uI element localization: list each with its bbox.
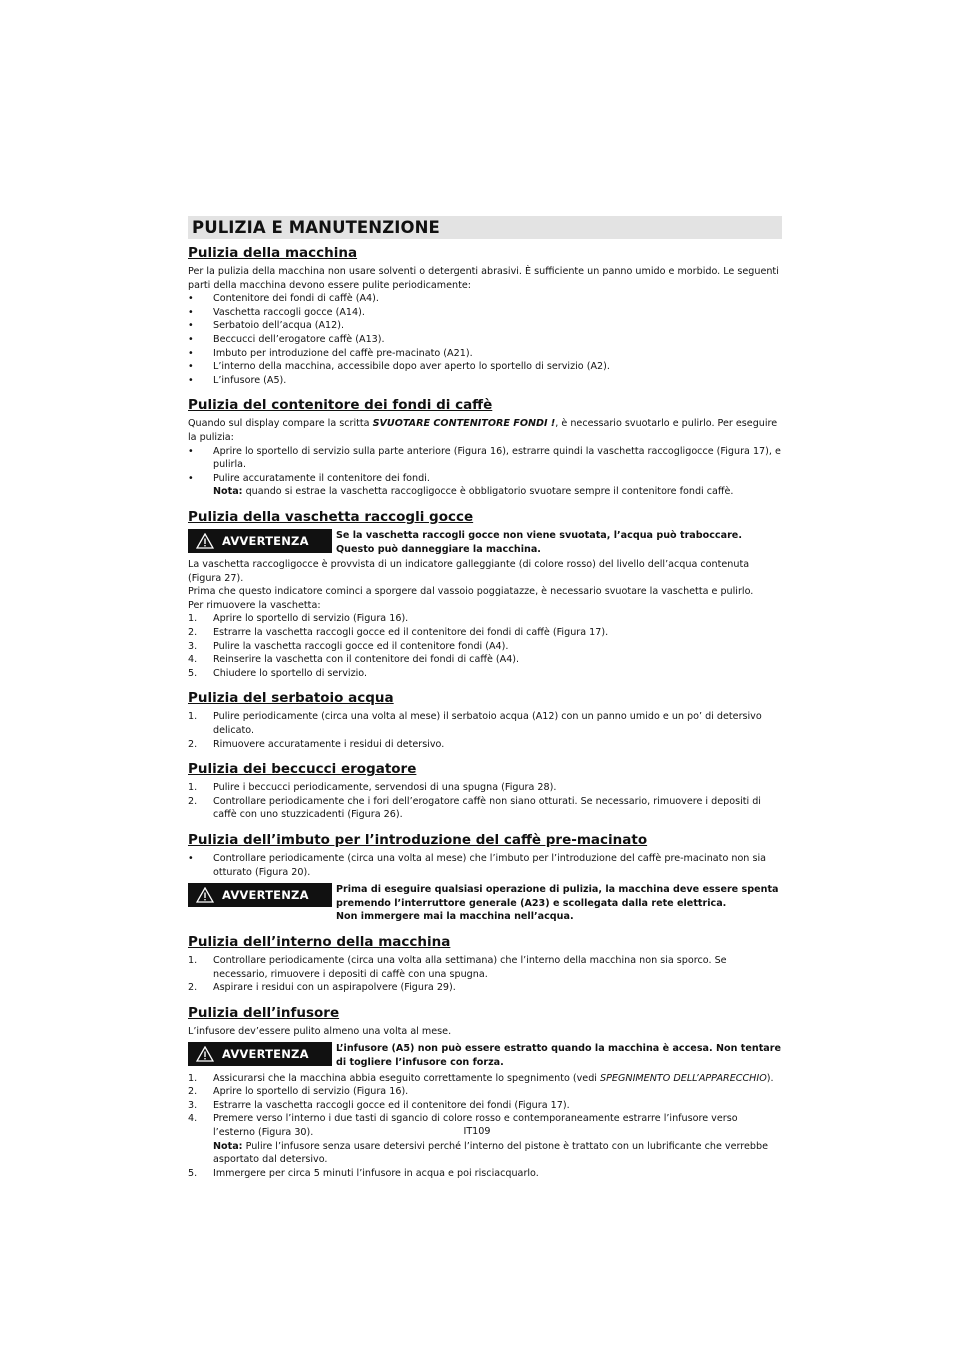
page-title: PULIZIA E MANUTENZIONE	[188, 216, 782, 239]
bullet-list	[188, 852, 782, 879]
warning-box	[188, 529, 782, 556]
list-item: 1. Pulire periodicamente (circa una volta al mese) il serbatoio acqua (A12) con un panno umido e un po’ di detersivo delicato.	[188, 711, 762, 737]
list-item: • Imbuto per introduzione del caffè pre-macinato (A21).	[188, 347, 473, 359]
note: Nota: quando si estrae la vaschetta raccogligocce è obbligatorio svuotare sempre il contenitore fondi caffè.	[213, 486, 734, 498]
list-item: 1. Pulire i beccucci periodicamente, servendosi di una spugna (Figura 28).	[188, 782, 557, 794]
warning-label: AVVERTENZA	[188, 529, 332, 553]
warning-text: Prima di eseguire qualsiasi operazione di pulizia, la macchina deve essere spenta premendo l’interruttore generale (A23) e scollegata dalla rete elettrica. Non immergere mai la macchina nell’acqua.	[336, 884, 779, 923]
list-item: 4. Premere verso l’interno i due tasti di sgancio di colore rosso e contemporaneamente estrarre l’infusore verso l’esterno (Figura 30). Nota: Pulire l’infusore senza usare detersivi perché l’interno del pistone è trattato con un lubrificante che verrebbe asportato dal detersivo.	[188, 1112, 782, 1166]
paragraph: Quando sul display compare la scritta SVUOTARE CONTENITORE FONDI !, è necessario svuotarlo e pulirlo. Per eseguire la pulizia:	[188, 418, 778, 443]
warning-triangle-icon	[188, 533, 222, 549]
list-item: • Aprire lo sportello di servizio sulla parte anteriore (Figura 16), estrarre quindi la vaschetta raccogligocce (Figura 17), e pulirla.	[188, 445, 781, 471]
bullet-list	[188, 292, 782, 387]
list-item: 3. Estrarre la vaschetta raccogli gocce ed il contenitore dei fondi (Figura 17).	[188, 1099, 570, 1111]
paragraph: Per rimuovere la vaschetta:	[188, 599, 321, 611]
numbered-list	[188, 954, 782, 995]
numbered-list	[188, 612, 782, 680]
list-item: 2. Controllare periodicamente che i fori dell’erogatore caffè non siano otturati. Se necessario, rimuovere i depositi di caffè con uno stuzzicadenti (Figura 26).	[188, 795, 761, 821]
list-item: 2. Rimuovere accuratamente i residui di detersivo.	[188, 738, 445, 750]
warning-box	[188, 1042, 782, 1069]
section-heading: Pulizia della macchina	[188, 245, 358, 261]
list-item: • Vaschetta raccogli gocce (A14).	[188, 306, 365, 318]
section-vaschetta	[188, 509, 782, 681]
section-heading: Pulizia del serbatoio acqua	[188, 690, 394, 707]
section-heading: Pulizia dell’infusore	[188, 1004, 340, 1021]
list-item: • Serbatoio dell’acqua (A12).	[188, 320, 345, 332]
list-item: 1. Controllare periodicamente (circa una volta alla settimana) che l’interno della macchina non sia sporco. Se necessario, rimuovere i depositi di caffè con una spugna.	[188, 954, 727, 980]
section-serbatoio	[188, 690, 782, 751]
list-item: • L’interno della macchina, accessibile dopo aver aperto lo sportello di servizio (A2).	[188, 361, 610, 373]
warning-label: AVVERTENZA	[188, 1042, 332, 1066]
paragraph: La vaschetta raccogligocce è provvista di un indicatore galleggiante (di colore rosso) del livello dell’acqua contenuta (Figura 27).	[188, 559, 750, 584]
warning-triangle-icon	[188, 887, 222, 903]
list-item: • Beccucci dell’erogatore caffè (A13).	[188, 333, 385, 345]
page-number: IT109	[463, 1126, 491, 1137]
section-heading: Pulizia dei beccucci erogatore	[188, 761, 417, 778]
note: Nota: Pulire l’infusore senza usare detersivi perché l’interno del pistone è trattato con un lubrificante che verrebbe asportato dal detersivo.	[213, 1140, 768, 1166]
warning-box	[188, 883, 782, 924]
list-item: 2. Estrarre la vaschetta raccogli gocce ed il contenitore dei fondi di caffè (Figura 17).	[188, 627, 609, 639]
page-content	[188, 216, 782, 1180]
numbered-list	[188, 710, 782, 751]
list-item: 4. Reinserire la vaschetta con il contenitore dei fondi di caffè (A4).	[188, 654, 520, 666]
warning-text: Se la vaschetta raccogli gocce non viene svuotata, l’acqua può traboccare. Questo può danneggiare la macchina.	[336, 529, 742, 555]
list-item: 5. Chiudere lo sportello di servizio.	[188, 667, 368, 679]
section-pulizia-macchina	[188, 245, 782, 387]
section-contenitore-fondi	[188, 397, 782, 499]
warning-label: AVVERTENZA	[188, 883, 332, 907]
section-heading: Pulizia del contenitore dei fondi di caffè	[188, 397, 493, 414]
list-item: 3. Pulire la vaschetta raccogli gocce ed il contenitore fondi (A4).	[188, 640, 509, 652]
bullet-list	[188, 445, 782, 499]
paragraph: Per la pulizia della macchina non usare solventi o detergenti abrasivi. È sufficiente un panno umido e morbido. Le seguenti parti della macchina devono essere pulite periodicamente:	[188, 266, 779, 291]
list-item: • L’infusore (A5).	[188, 374, 287, 386]
numbered-list	[188, 781, 782, 822]
list-item: 5. Immergere per circa 5 minuti l’infusore in acqua e poi risciacquarlo.	[188, 1167, 539, 1179]
section-heading: Pulizia dell’imbuto per l’introduzione del caffè pre-macinato	[188, 832, 648, 848]
list-item: 2. Aspirare i residui con un aspirapolvere (Figura 29).	[188, 982, 456, 994]
list-item: • Pulire accuratamente il contenitore dei fondi. Nota: quando si estrae la vaschetta raccogligocce è obbligatorio svuotare sempre il contenitore fondi caffè.	[188, 472, 782, 499]
paragraph: L’infusore dev’essere pulito almeno una volta al mese.	[188, 1025, 452, 1037]
section-interno	[188, 934, 782, 995]
section-imbuto	[188, 832, 782, 924]
list-item: 1. Aprire lo sportello di servizio (Figura 16).	[188, 613, 409, 625]
warning-text: L’infusore (A5) non può essere estratto quando la macchina è accesa. Non tentare di togliere l’infusore con forza.	[336, 1043, 781, 1068]
section-heading: Pulizia della vaschetta raccogli gocce	[188, 508, 474, 525]
list-item: • Contenitore dei fondi di caffè (A4).	[188, 293, 379, 305]
section-infusore	[188, 1005, 782, 1181]
list-item: 2. Aprire lo sportello di servizio (Figura 16).	[188, 1086, 409, 1098]
list-item: • Controllare periodicamente (circa una volta al mese) che l’imbuto per l’introduzione del caffè pre-macinato non sia otturato (Figura 20).	[188, 853, 766, 878]
section-heading: Pulizia dell’interno della macchina	[188, 933, 451, 950]
warning-triangle-icon	[188, 1046, 222, 1062]
paragraph: Prima che questo indicatore cominci a sporgere dal vassoio poggiatazze, è necessario svuotare la vaschetta e pulirlo.	[188, 586, 754, 598]
list-item: 1. Assicurarsi che la macchina abbia eseguito correttamente lo spegnimento (vedi SPEGNIMENTO DELL’APPARECCHIO).	[188, 1072, 774, 1084]
section-beccucci	[188, 761, 782, 822]
